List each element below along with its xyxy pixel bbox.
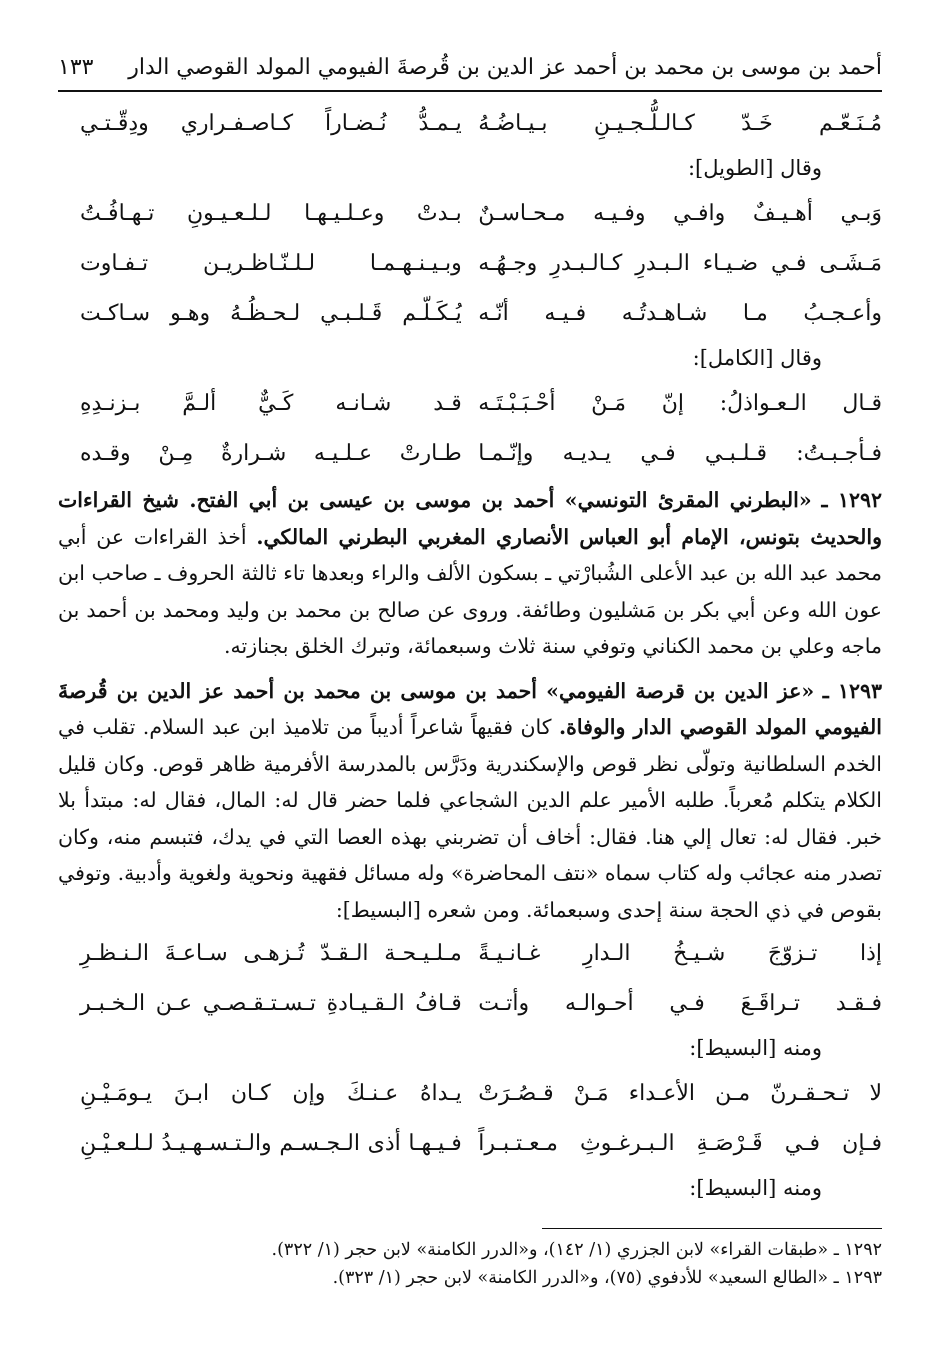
running-header (58, 44, 882, 92)
verse-line (58, 978, 882, 1028)
main-text (58, 98, 882, 1208)
verse-first-hemistich: فـقـد تـراقَـعَ فـي أحـوالـه وأتـت (478, 990, 882, 1016)
entry-1292 (58, 482, 882, 665)
entry-number: ١٢٩٢ ـ (821, 488, 882, 512)
verse-second-hemistich: قـد شـانـه كَـيٌّ ألـمَّ بـزنـدِهِ (80, 390, 462, 416)
verse-first-hemistich: فـإن فـي قَـرْصَـةِ الـبـرغـوثِ مـعـتـبـراً (478, 1130, 882, 1156)
verse-line (58, 1118, 882, 1168)
verse-second-hemistich: طـارتْ عـلـيـه شـرارةٌ مِـنْ وقـده (80, 440, 462, 466)
page-number: ١٣٣ (58, 54, 94, 80)
verse-line (58, 188, 882, 238)
verse-line (58, 1068, 882, 1118)
verse-second-hemistich: يـداهُ عـنـكَ وإن كـان ابـنَ يـومَـيْـنِ (80, 1080, 462, 1106)
entry-body: كان فقيهاً شاعراً أديباً من تلاميذ ابن عبد السلام. تقلب في الخدم السلطانية وتولّى نظر قوص والإسكندرية ودَرَّس بالمدرسة الأفرمية ظاهر قوص. وكان قليل الكلام يتكلم مُعرباً. طلبه الأمير علم الدين الشجاعي فلما حضر قال له: المال، فقال له: مبتدأ بلا خبر. فقال له: تعال إلي هنا. فقال: أخاف أن تضربني بهذه العصا التي في يدك، فتبسم منه، وكان تصدر منه عجائب وله كتاب سماه «نتف المحاضرة» وله مسائل فقهية ونحوية ولغوية وأدبية. وتوفي بقوص في ذي الحجة سنة إحدى وسبعمائة. ومن شعره [البسيط]: (58, 715, 882, 922)
verse-second-hemistich: فـيـهـا أذى الـجـسـم والـتـسـهـيـدُ لـلـعـيْـنِ (80, 1130, 462, 1156)
meter-label: وقال [الكامل]: (692, 346, 822, 370)
verse-line (58, 238, 882, 288)
entry-heading: «البطرني المقرئ التونسي» أحمد بن موسى بن عيسى بن أبي الفتح. شيخ القراءات والحديث بتونس، الإمام أبو العباس الأنصاري المغربي البطرني المالكي. (58, 488, 882, 549)
verse-second-hemistich: بـدتْ وعـلـيـهـا لـلـعـيـونِ تـهـافُـتُ (80, 200, 462, 226)
verse-first-hemistich: قـال الـعـواذلُ: إنّ مَـنْ أحْـبَـبْـتَـه (478, 390, 882, 416)
footnotes (58, 1236, 882, 1292)
meter-label: ومنه [البسيط]: (689, 1176, 822, 1200)
meter-label: وقال [الطويل]: (687, 156, 822, 180)
verse-first-hemistich: إذا تـزوّجَ شـيـخُ الـدارِ غـانـيـةً (478, 940, 882, 966)
entry-heading: «عز الدين بن قرصة الفيومي» أحمد بن موسى بن محمد بن أحمد عز الدين بن قُرصةَ الفيومي المولد القوصي الدار والوفاة. (58, 678, 882, 739)
entry-body: أخذ القراءات عن أبي محمد عبد الله بن عبد الأعلى الشُبارْتي ـ بسكون الألف والراء وبعدها تاء ثالثة الحروف ـ صاحب ابن عون الله وعن أبي بكر بن مَشليون وطائفة. وروى عن صالح بن محمد بن وليد ومحمد بن أحمد بن ماجه وعلي بن محمد الكناني وتوفي سنة ثلاث وسبعمائة، وتبرك الخلق بجنازته. (58, 524, 882, 658)
verse-line (58, 288, 882, 338)
verse-second-hemistich: يُـكَـلّـم قَـلـبـي لـحـظُـهُ وهـو سـاكـت (80, 300, 462, 326)
verse-second-hemistich: مـلـيـحـة الـقـدّ تُـزهـى سـاعـةَ الـنـظـرِ (80, 940, 462, 966)
verse-first-hemistich: لا تـحـقـرنّ مـن الأعـداء مَـنْ قـصُـرَتْ (478, 1080, 882, 1106)
footnote-item: ١٢٩٢ ـ «طبقات القراء» لابن الجزري (١/ ١٤٢)، و«الدرر الكامنة» لابن حجر (١/ ٣٢٢). (271, 1240, 882, 1260)
verse-first-hemistich: وأعـجـبُ مـا شـاهـدتُـه فـيـه أنّـه (478, 300, 882, 326)
header-title: أحمد بن موسى بن محمد بن أحمد عز الدين بن قُرصةَ الفيومي المولد القوصي الدار (128, 54, 882, 80)
meter-label: ومنه [البسيط]: (689, 1036, 822, 1060)
verse-first-hemistich: وَبـي أهـيـفٌ وافـي وفـيـه مـحـاسـنٌ (478, 200, 882, 226)
verse-line (58, 378, 882, 428)
entry-number: ١٢٩٣ ـ (822, 678, 882, 703)
verse-first-hemistich: مَـشَـى فـي ضـيـاء الـبـدرِ كـالـبـدرِ وجـهُـه (478, 250, 882, 276)
verse-line (58, 928, 882, 978)
footnote-item: ١٢٩٣ ـ «الطالع السعيد» للأدفوي (٧٥)، و«الدرر الكامنة» لابن حجر (١/ ٣٢٣). (332, 1268, 882, 1288)
verse-first-hemistich: مُـنَـعّـم خَـدّ كـالـلُّـجـيـنِ بـيـاضُـهُ (478, 110, 882, 136)
verse-second-hemistich: يـمـدُّ نُـضـاراً كـاصـفـراري ودِقّـتـي (80, 110, 462, 136)
entry-1293 (58, 673, 882, 929)
verse-second-hemistich: قـافُ الـقـيـادةِ تـسـتـقـصـي عـن الـخـبـر (80, 990, 462, 1016)
verse-line (58, 428, 882, 478)
verse-second-hemistich: وبـيـنـهـمـا لـلـنّـاظـريـن تـفـاوت (80, 250, 462, 276)
footnote-divider (542, 1228, 882, 1229)
verse-first-hemistich: فـأجـبـتُ: قـلـبـي فـي يـديـه وإنّـمـا (478, 440, 882, 466)
verse-line (58, 98, 882, 148)
